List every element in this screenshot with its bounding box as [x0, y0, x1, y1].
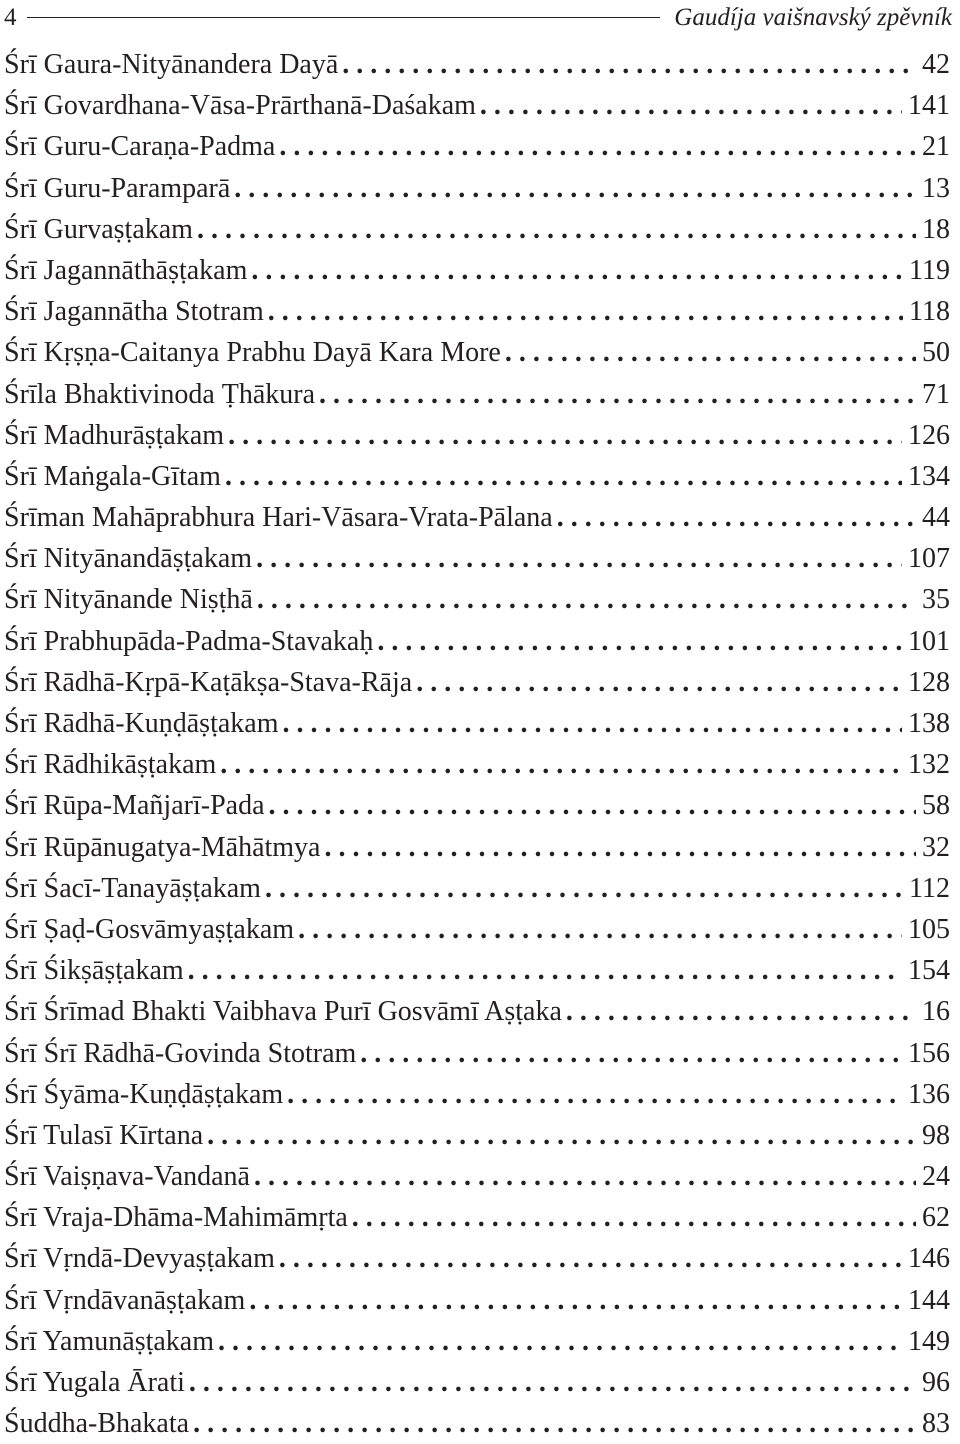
toc-entry-page-number: 18 [922, 213, 950, 245]
toc-entry-title: Śrī Rādhā-Kuṇḍāṣṭakam [4, 708, 279, 739]
toc-entry-page-number: 119 [909, 254, 950, 286]
toc-entry [4, 1033, 950, 1074]
toc-entry [4, 85, 950, 126]
toc-entry-title: Śrī Śikṣāṣṭakam [4, 955, 184, 987]
dot-leader [257, 579, 916, 620]
toc-entry [4, 250, 950, 291]
toc-entry-page-number: 58 [922, 790, 950, 822]
toc-entry-title: Śrī Rūpānugatya-Māhātmya [4, 831, 321, 863]
dot-leader [220, 744, 902, 785]
toc-entry-page-number: 13 [922, 172, 950, 204]
toc-entry-title: Śrī Gaura-Nityānandera Dayā [4, 49, 339, 80]
dot-leader [189, 1362, 916, 1403]
toc-entry-title: Śrī Śyāma-Kuṇḍāṣṭakam [4, 1078, 284, 1110]
dot-leader [283, 703, 903, 744]
dot-leader [279, 1238, 902, 1279]
toc-entry-title: Śrī Nityānandāṣṭakam [4, 543, 253, 575]
toc-entry-title: Śrī Rādhikāṣṭakam [4, 749, 217, 781]
toc-entry [4, 497, 950, 538]
toc-entry-page-number: 126 [908, 419, 950, 451]
dot-leader [287, 1074, 902, 1115]
dot-leader [279, 126, 916, 167]
page-number: 4 [4, 3, 17, 31]
running-head [4, 0, 952, 34]
toc-entry-page-number: 134 [908, 460, 950, 492]
dot-leader [342, 44, 916, 85]
toc-entry-page-number: 105 [908, 913, 950, 945]
dot-leader [188, 950, 902, 991]
toc-entry [4, 126, 950, 167]
toc-entry-page-number: 44 [922, 502, 950, 534]
dot-leader [416, 662, 902, 703]
toc-entry-title: Śrī Śacī-Tanayāṣṭakam [4, 872, 261, 904]
toc-entry [4, 1197, 950, 1238]
dot-leader [319, 374, 916, 415]
toc-entry [4, 1156, 950, 1197]
toc-entry [4, 456, 950, 497]
toc-entry-title: Śrī Śrīmad Bhakti Vaibhava Purī Gosvāmī Aṣṭaka [4, 996, 562, 1028]
toc-entry-title: Śrī Jagannāthāṣṭakam [4, 254, 248, 286]
toc-entry-page-number: 132 [908, 749, 950, 781]
toc-entry [4, 1362, 950, 1403]
dot-leader [480, 85, 902, 126]
toc-entry [4, 415, 950, 456]
dot-leader [377, 621, 902, 662]
toc-entry [4, 1321, 950, 1362]
dot-leader [225, 456, 902, 497]
toc-entry-title: Śrīla Bhaktivinoda Ṭhākura [4, 378, 316, 410]
toc-entry-page-number: 16 [922, 996, 950, 1028]
dot-leader [269, 785, 917, 826]
toc-entry [4, 1074, 950, 1115]
toc-entry-title: Śuddha-Bhakata [4, 1408, 190, 1440]
toc-entry [4, 744, 950, 785]
toc-entry-page-number: 154 [908, 955, 950, 987]
toc-entry-page-number: 112 [909, 872, 950, 904]
toc-entry-page-number: 71 [922, 378, 950, 410]
toc-entry [4, 909, 950, 950]
toc-entry-title: Śrī Nityānande Niṣṭhā [4, 584, 253, 616]
dot-leader [249, 1280, 902, 1321]
toc-entry [4, 991, 950, 1032]
dot-leader [251, 250, 903, 291]
toc-entry-page-number: 24 [922, 1161, 950, 1193]
dot-leader [207, 1115, 916, 1156]
toc-entry-page-number: 146 [908, 1243, 950, 1275]
toc-entry-page-number: 35 [922, 584, 950, 616]
toc-entry-title: Śrī Guru-Caraṇa-Padma [4, 131, 276, 163]
toc-entry-title: Śrī Rādhā-Kṛpā-Kaṭākṣa-Stava-Rāja [4, 666, 413, 698]
toc-entry-page-number: 42 [922, 49, 950, 80]
toc-entry-page-number: 21 [922, 131, 950, 163]
toc-entry [4, 1115, 950, 1156]
toc-entry-title: Śrī Vaiṣṇava-Vandanā [4, 1161, 250, 1193]
toc-entry-page-number: 128 [908, 666, 950, 698]
toc-entry-page-number: 50 [922, 337, 950, 369]
toc-entry [4, 621, 950, 662]
dot-leader [218, 1321, 902, 1362]
toc-entry-page-number: 101 [908, 625, 950, 657]
toc-entry-title: Śrī Gurvaṣṭakam [4, 213, 193, 245]
toc-entry-page-number: 149 [908, 1325, 950, 1357]
dot-leader [193, 1403, 916, 1444]
toc-entry-title: Śrī Jagannātha Stotram [4, 296, 264, 328]
dot-leader [197, 209, 916, 250]
toc-entry-title: Śrī Guru-Paramparā [4, 172, 231, 204]
toc-entry-title: Śrī Vṛndā-Devyaṣṭakam [4, 1243, 275, 1275]
toc-entry-title: Śrī Śrī Rādhā-Govinda Stotram [4, 1037, 357, 1069]
toc-entry-title: Śrī Kṛṣṇa-Caitanya Prabhu Dayā Kara More [4, 337, 501, 369]
toc-entry [4, 332, 950, 373]
toc-entry [4, 1280, 950, 1321]
toc-entry-page-number: 96 [922, 1367, 950, 1398]
toc-entry [4, 374, 950, 415]
dot-leader [268, 291, 903, 332]
table-of-contents [4, 44, 950, 1444]
toc-entry [4, 827, 950, 868]
toc-entry [4, 950, 950, 991]
toc-entry-title: Śrī Govardhana-Vāsa-Prārthanā-Daśakam [4, 90, 476, 122]
header-rule [27, 17, 661, 18]
book-title: Gaudíja vaišnavský zpěvník [674, 3, 952, 31]
dot-leader [254, 1156, 916, 1197]
toc-entry-title: Śrīman Mahāprabhura Hari-Vāsara-Vrata-Pālana [4, 502, 553, 534]
toc-entry-title: Śrī Prabhupāda-Padma-Stavakaḥ [4, 625, 374, 657]
dot-leader [265, 868, 903, 909]
toc-entry-title: Śrī Ṣaḍ-Gosvāmyaṣṭakam [4, 913, 295, 945]
toc-entry-page-number: 138 [908, 708, 950, 739]
toc-entry-title: Śrī Maṅgala-Gītam [4, 460, 221, 492]
toc-entry [4, 579, 950, 620]
toc-entry-page-number: 136 [908, 1078, 950, 1110]
toc-entry-title: Śrī Vṛndāvanāṣṭakam [4, 1284, 246, 1316]
toc-entry-title: Śrī Rūpa-Mañjarī-Pada [4, 790, 265, 822]
toc-entry-page-number: 144 [908, 1284, 950, 1316]
dot-leader [234, 168, 916, 209]
dot-leader [324, 827, 916, 868]
toc-entry [4, 1238, 950, 1279]
toc-entry [4, 785, 950, 826]
toc-entry [4, 168, 950, 209]
toc-entry [4, 662, 950, 703]
toc-entry-title: Śrī Yamunāṣṭakam [4, 1325, 214, 1357]
dot-leader [298, 909, 902, 950]
toc-entry-page-number: 32 [922, 831, 950, 863]
toc-entry [4, 209, 950, 250]
dot-leader [557, 497, 916, 538]
toc-entry-page-number: 118 [909, 296, 950, 328]
dot-leader [228, 415, 902, 456]
toc-entry [4, 703, 950, 744]
toc-entry-title: Śrī Tulasī Kīrtana [4, 1119, 204, 1151]
toc-entry-page-number: 156 [908, 1037, 950, 1069]
toc-entry-title: Śrī Madhurāṣṭakam [4, 419, 225, 451]
toc-entry-title: Śrī Yugala Ārati [4, 1367, 185, 1398]
toc-entry-page-number: 107 [908, 543, 950, 575]
toc-entry-page-number: 141 [908, 90, 950, 122]
dot-leader [566, 991, 916, 1032]
dot-leader [360, 1033, 902, 1074]
toc-entry-page-number: 98 [922, 1119, 950, 1151]
toc-entry [4, 538, 950, 579]
toc-entry-page-number: 62 [922, 1202, 950, 1234]
dot-leader [256, 538, 902, 579]
toc-entry [4, 44, 950, 85]
dot-leader [505, 332, 916, 373]
toc-entry [4, 291, 950, 332]
toc-entry-title: Śrī Vraja-Dhāma-Mahimāmṛta [4, 1202, 348, 1234]
toc-entry [4, 1403, 950, 1444]
toc-entry [4, 868, 950, 909]
dot-leader [352, 1197, 916, 1238]
toc-entry-page-number: 83 [922, 1408, 950, 1440]
